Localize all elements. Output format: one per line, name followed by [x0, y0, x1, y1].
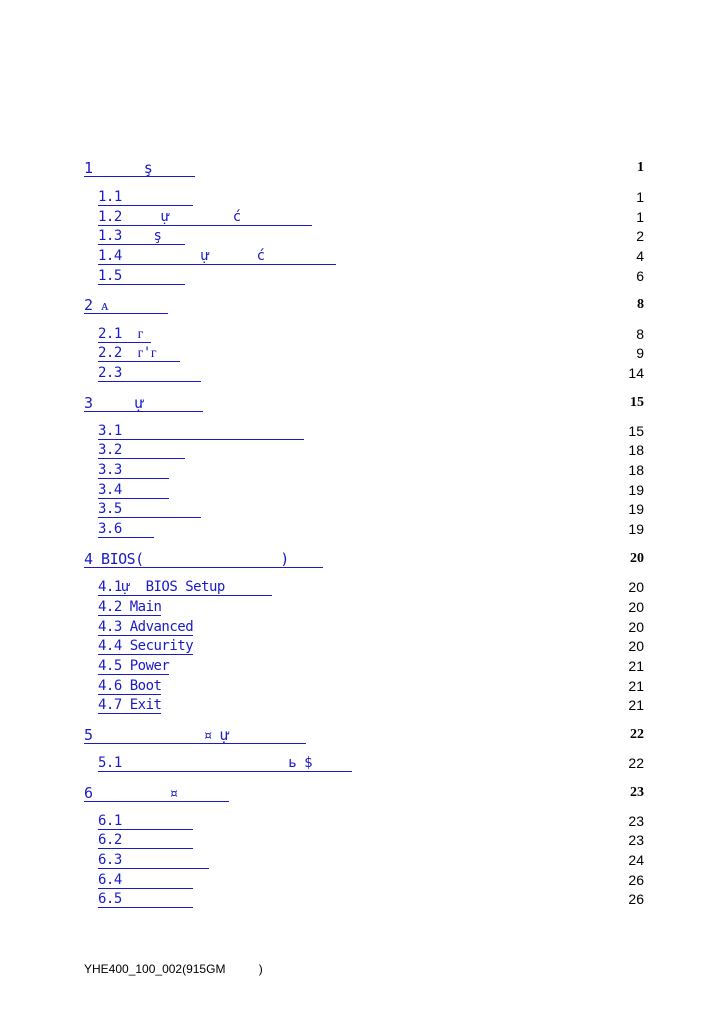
toc-entry-4-3 [0, 619, 728, 639]
toc-entry-3-4 [0, 482, 728, 502]
toc-link-4-7[interactable]: 4.7 Exit [98, 697, 162, 713]
toc-page-number: 26 [628, 872, 644, 888]
toc-page-number: 15 [630, 395, 644, 410]
toc-link-chapter-5[interactable]: 5 ¤ ự [84, 726, 306, 744]
toc-entry-4-7 [0, 697, 728, 717]
toc-page-number: 14 [628, 365, 644, 381]
toc-entry-5-1 [0, 755, 728, 775]
toc-chapter-1 [0, 160, 728, 180]
toc-page-number: 8 [636, 326, 644, 342]
toc-entry-4-1 [0, 579, 728, 599]
toc-entry-1-1 [0, 189, 728, 209]
toc-chapter-5 [0, 727, 728, 747]
toc-link-4-1[interactable]: 4.1ự BIOS Setup [98, 579, 273, 595]
toc-link-4-5[interactable]: 4.5 Power [98, 658, 170, 674]
toc-page-number: 8 [637, 297, 644, 312]
toc-link-1-1[interactable]: 1.1 [98, 189, 194, 205]
toc-entry-6-3 [0, 852, 728, 872]
toc-link-1-5[interactable]: 1.5 [98, 268, 186, 284]
toc-page-number: 18 [628, 442, 644, 458]
toc-entry-1-4 [0, 248, 728, 268]
toc-entry-3-2 [0, 442, 728, 462]
toc-page-number: 23 [630, 785, 644, 800]
toc-link-3-1[interactable]: 3.1 [98, 423, 305, 439]
toc-link-3-6[interactable]: 3.6 [98, 521, 154, 537]
toc-page-number: 22 [628, 755, 644, 771]
toc-entry-6-4 [0, 872, 728, 892]
toc-chapter-4 [0, 551, 728, 571]
toc-page-number: 20 [628, 579, 644, 595]
toc-page-number: 19 [628, 501, 644, 517]
toc-entry-6-2 [0, 832, 728, 852]
toc-entry-2-3 [0, 365, 728, 385]
page-footer: YHE400_100_002(915GM ) [84, 962, 263, 976]
toc-page-number: 4 [636, 248, 644, 264]
toc-page-number: 20 [630, 551, 644, 566]
toc-link-2-3[interactable]: 2.3 [98, 365, 202, 381]
toc-page-number: 2 [636, 228, 644, 244]
toc-page-number: 21 [628, 658, 644, 674]
toc-link-4-3[interactable]: 4.3 Advanced [98, 619, 194, 635]
toc-link-5-1[interactable]: 5.1 ь $ [98, 755, 352, 771]
toc-page-number: 20 [628, 619, 644, 635]
toc-link-chapter-3[interactable]: 3 ự [84, 394, 204, 412]
toc-link-chapter-4[interactable]: 4 BIOS( ) [84, 550, 323, 568]
toc-entry-4-2 [0, 599, 728, 619]
toc-page-number: 18 [628, 462, 644, 478]
toc-page-number: 21 [628, 697, 644, 713]
toc-entry-4-5 [0, 658, 728, 678]
toc-page-number: 21 [628, 678, 644, 694]
toc-link-4-2[interactable]: 4.2 Main [98, 599, 162, 615]
toc-page-number: 9 [636, 345, 644, 361]
toc-link-1-4[interactable]: 1.4 ự ć [98, 248, 336, 264]
toc-page-number: 22 [630, 727, 644, 742]
toc-link-6-2[interactable]: 6.2 [98, 832, 194, 848]
toc-page-number: 26 [628, 891, 644, 907]
toc-entry-6-1 [0, 813, 728, 833]
toc-link-3-2[interactable]: 3.2 [98, 442, 186, 458]
toc-link-3-4[interactable]: 3.4 [98, 482, 170, 498]
toc-page-number: 1 [636, 189, 644, 205]
toc-entry-3-3 [0, 462, 728, 482]
toc-link-2-1[interactable]: 2.1 ᴦ [98, 326, 151, 342]
toc-page-number: 19 [628, 482, 644, 498]
toc-link-6-5[interactable]: 6.5 [98, 891, 194, 907]
toc-link-1-2[interactable]: 1.2 ự ć [98, 209, 313, 225]
toc-page-number: 1 [637, 160, 644, 175]
toc-page-number: 23 [628, 813, 644, 829]
toc-link-chapter-2[interactable]: 2 ᴀ [84, 296, 168, 314]
toc-chapter-2 [0, 297, 728, 317]
toc-link-4-6[interactable]: 4.6 Boot [98, 678, 162, 694]
toc-link-3-5[interactable]: 3.5 [98, 501, 202, 517]
toc-entry-3-5 [0, 501, 728, 521]
toc-entry-3-6 [0, 521, 728, 541]
toc-page-number: 1 [636, 209, 644, 225]
toc-link-6-1[interactable]: 6.1 [98, 813, 194, 829]
toc-link-4-4[interactable]: 4.4 Security [98, 638, 194, 654]
toc-link-chapter-1[interactable]: 1 ş [84, 159, 195, 177]
toc-page-number: 19 [628, 521, 644, 537]
toc-page-number: 23 [628, 832, 644, 848]
toc-page-number: 24 [628, 852, 644, 868]
toc-page-number: 6 [636, 268, 644, 284]
toc-entry-2-1 [0, 326, 728, 346]
toc-entry-1-2 [0, 209, 728, 229]
toc-page-number: 20 [628, 599, 644, 615]
toc-entry-1-3 [0, 228, 728, 248]
toc-link-2-2[interactable]: 2.2 ᴦ'ᴦ [98, 345, 180, 361]
toc-entry-4-6 [0, 678, 728, 698]
toc-entry-4-4 [0, 638, 728, 658]
toc-link-6-4[interactable]: 6.4 [98, 872, 194, 888]
toc-link-3-3[interactable]: 3.3 [98, 462, 170, 478]
toc-entry-3-1 [0, 423, 728, 443]
toc-link-6-3[interactable]: 6.3 [98, 852, 210, 868]
toc-entry-1-5 [0, 268, 728, 288]
toc-page-number: 20 [628, 638, 644, 654]
toc-link-1-3[interactable]: 1.3 ş [98, 228, 186, 244]
toc-page-number: 15 [628, 423, 644, 439]
toc-chapter-6 [0, 785, 728, 805]
toc-entry-6-5 [0, 891, 728, 911]
toc-entry-2-2 [0, 345, 728, 365]
toc-link-chapter-6[interactable]: 6 ¤ [84, 784, 230, 802]
toc-chapter-3 [0, 395, 728, 415]
